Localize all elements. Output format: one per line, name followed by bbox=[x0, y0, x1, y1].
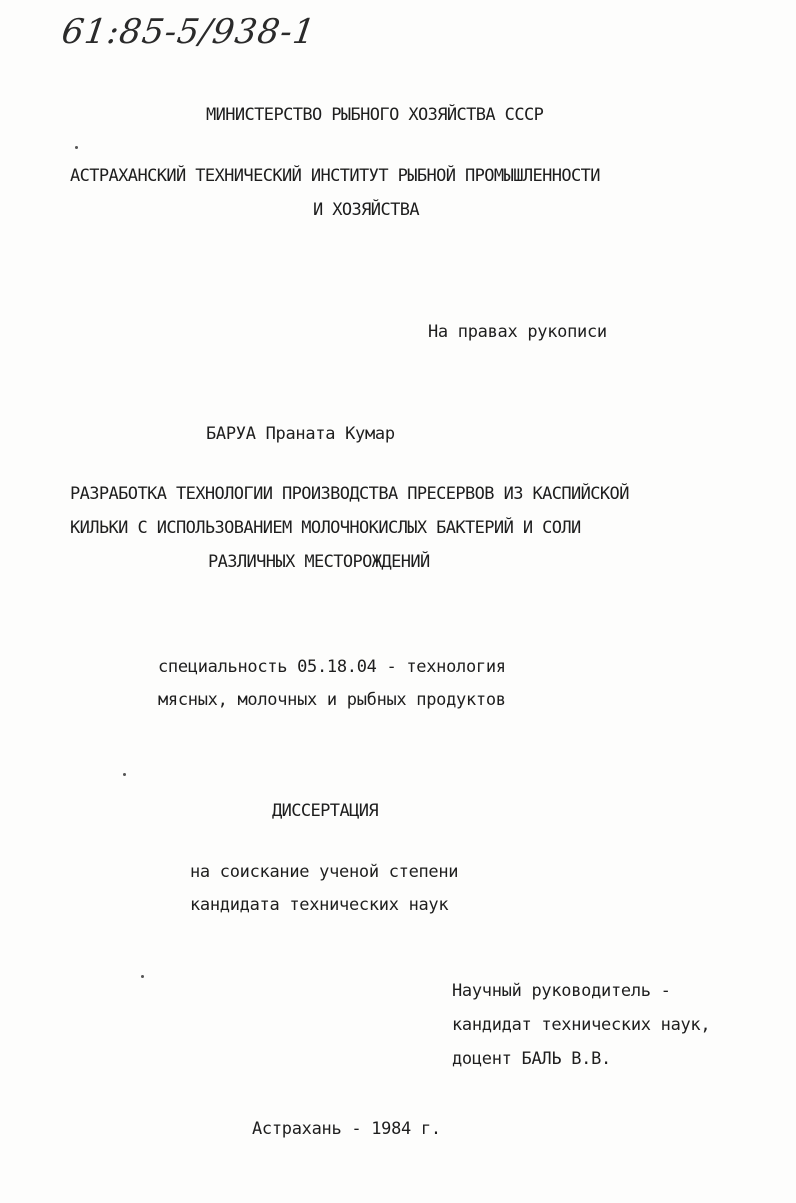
document-type: ДИССЕРТАЦИЯ bbox=[272, 801, 378, 821]
degree-line-2: кандидата технических наук bbox=[190, 895, 449, 915]
scan-speck bbox=[75, 146, 78, 149]
place-and-year: Астрахань - 1984 г. bbox=[252, 1119, 441, 1139]
supervisor-line-3: доцент БАЛЬ В.В. bbox=[452, 1049, 611, 1069]
degree-line-1: на соискание ученой степени bbox=[190, 862, 459, 882]
archive-number-handwritten: 61:85-5/938-1 bbox=[59, 12, 319, 52]
specialty-line-1: специальность 05.18.04 - технология bbox=[158, 657, 506, 677]
manuscript-note: На правах рукописи bbox=[428, 322, 607, 342]
supervisor-line-1: Научный руководитель - bbox=[452, 981, 671, 1001]
scan-speck bbox=[141, 975, 144, 978]
scan-speck bbox=[123, 773, 126, 776]
title-line-1: РАЗРАБОТКА ТЕХНОЛОГИИ ПРОИЗВОДСТВА ПРЕСЕРВОВ ИЗ КАСПИЙСКОЙ bbox=[70, 484, 629, 504]
title-line-2: КИЛЬКИ С ИСПОЛЬЗОВАНИЕМ МОЛОЧНОКИСЛЫХ БАКТЕРИЙ И СОЛИ bbox=[70, 518, 581, 538]
institute-line-2: И ХОЗЯЙСТВА bbox=[313, 200, 419, 220]
ministry-heading: МИНИСТЕРСТВО РЫБНОГО ХОЗЯЙСТВА СССР bbox=[206, 105, 544, 125]
specialty-line-2: мясных, молочных и рыбных продуктов bbox=[158, 690, 506, 710]
author-name: БАРУА Праната Кумар bbox=[206, 424, 395, 444]
supervisor-line-2: кандидат технических наук, bbox=[452, 1015, 711, 1035]
title-line-3: РАЗЛИЧНЫХ МЕСТОРОЖДЕНИЙ bbox=[208, 552, 430, 572]
institute-line-1: АСТРАХАНСКИЙ ТЕХНИЧЕСКИЙ ИНСТИТУТ РЫБНОЙ ПРОМЫШЛЕННОСТИ bbox=[70, 166, 600, 186]
